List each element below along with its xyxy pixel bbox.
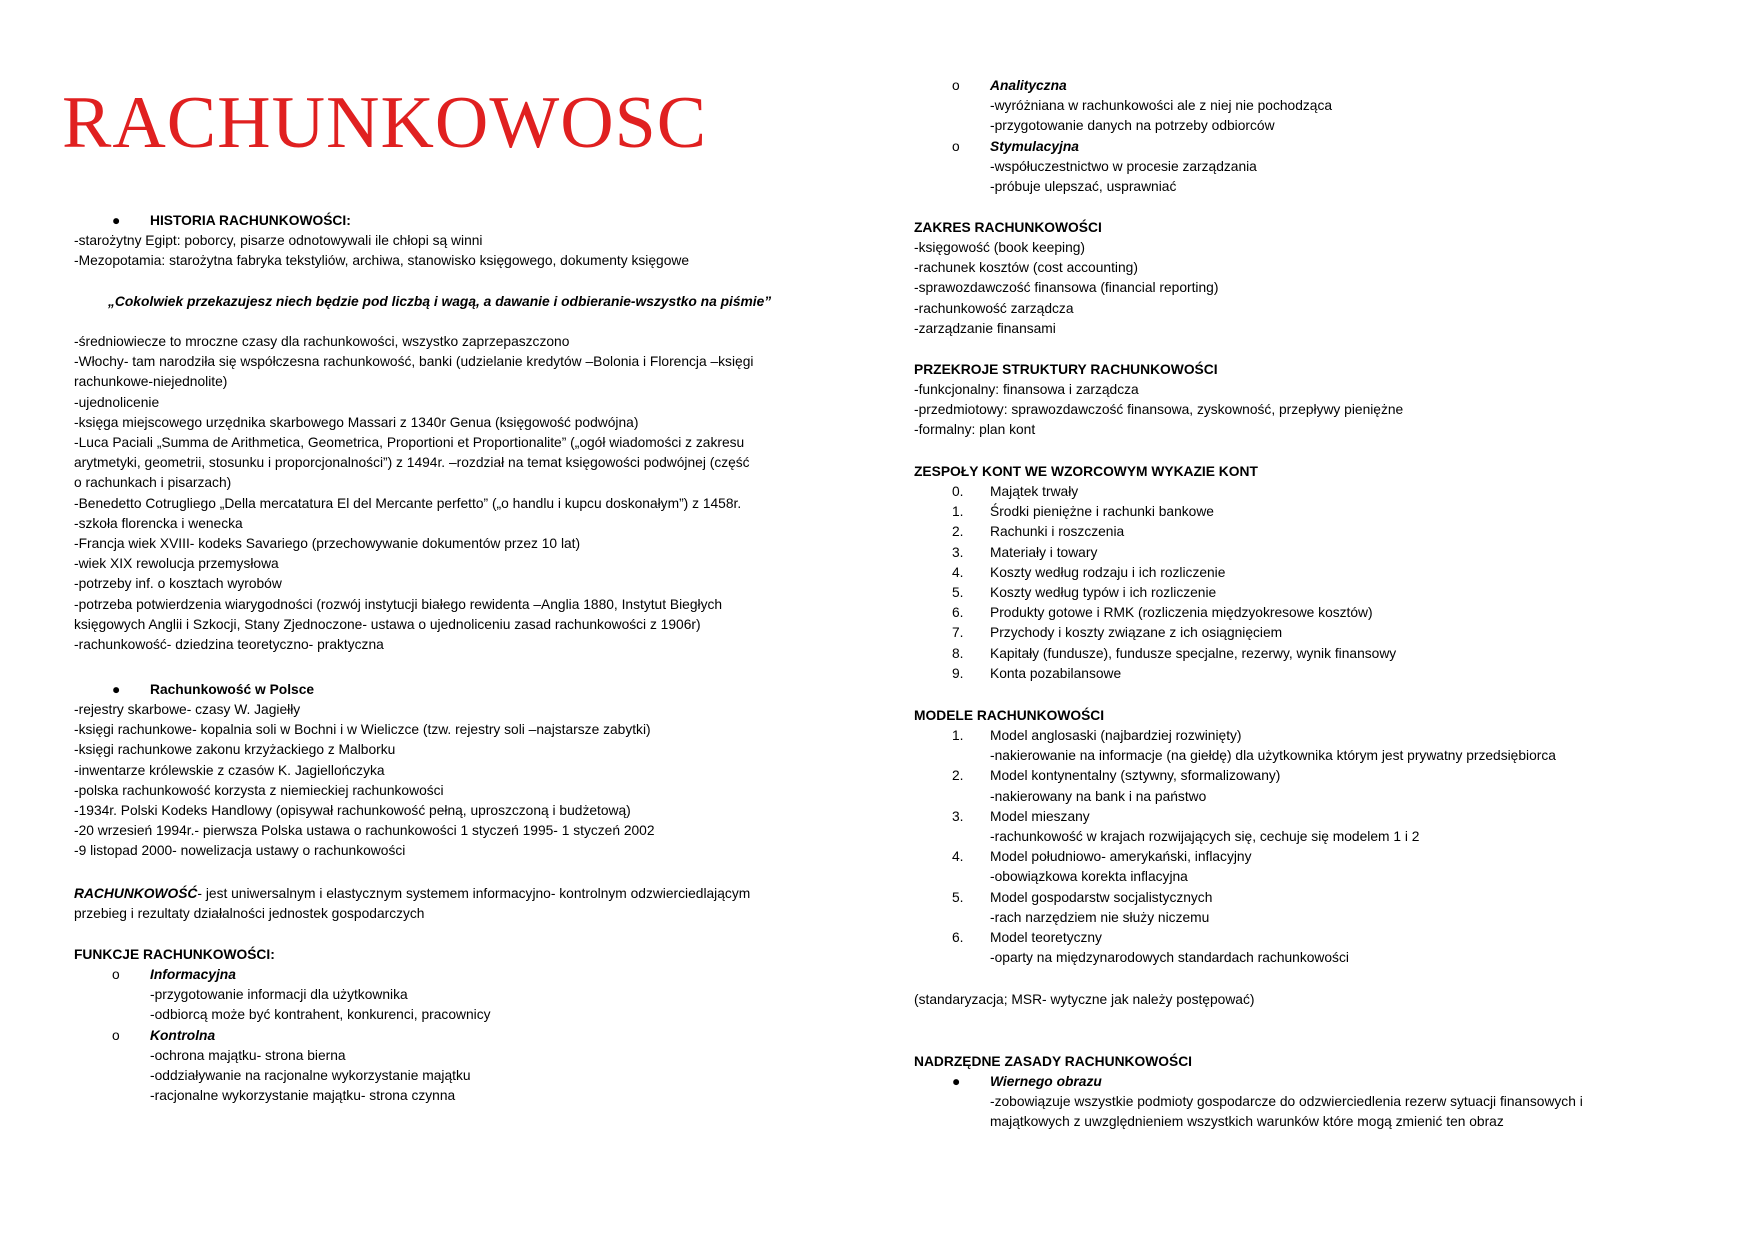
bullet-icon: ● (952, 1074, 961, 1089)
list-number: 4. (952, 849, 964, 865)
text-line: -próbuje ulepszać, usprawniać (990, 179, 1177, 194)
list-number: 3. (952, 544, 964, 560)
text-line: arytmetyki, geometrii, stosunku i proporcjonalności”) z 1494r. –rozdział na temat księgowości podwójnej (część (74, 455, 750, 471)
definition-term: RACHUNKOWOŚĆ (74, 886, 198, 901)
definition-text: - jest uniwersalnym i elastycznym systemem informacyjno- kontrolnym odzwierciedlającym (197, 886, 751, 901)
list-item: Rachunki i roszczenia (990, 524, 1125, 540)
text-line: majątkowych z uwzględnieniem wszystkich warunków które mogą zmienić ten obraz (990, 1114, 1504, 1130)
text-line: -polska rachunkowość korzysta z niemieckiej rachunkowości (74, 782, 444, 798)
section-heading-modele: MODELE RACHUNKOWOŚCI (914, 708, 1105, 723)
quote: „Cokolwiek przekazujesz niech będzie pod liczbą i wagą, a dawanie i odbieranie-wszystko na piśmie” (108, 294, 772, 309)
text-line: -ujednolicenie (74, 394, 160, 410)
text-line: -księgi rachunkowe zakonu krzyżackiego z Malborku (74, 742, 396, 758)
list-item: Model kontynentalny (sztywny, sformalizowany) (990, 768, 1281, 784)
list-number: 4. (952, 564, 964, 580)
list-number: 5. (952, 889, 964, 905)
function-name: Informacyjna (150, 967, 236, 982)
text-line: -formalny: plan kont (914, 422, 1036, 438)
list-marker-icon: o (952, 78, 960, 93)
text-line: -funkcjonalny: finansowa i zarządcza (914, 382, 1139, 397)
text-line: -sprawozdawczość finansowa (financial reporting) (914, 280, 1219, 296)
bullet-icon: ● (112, 213, 121, 228)
text-line: -Benedetto Cotrugliego „Della mercatatura El del Mercante perfetto” („o handlu i kupcu doskonałym”) z 1458r. (74, 495, 742, 511)
text-line: -rejestry skarbowe- czasy W. Jagiełły (74, 702, 301, 717)
list-number: 9. (952, 665, 964, 681)
text-line: -zobowiązuje wszystkie podmioty gospodarcze do odzwierciedlenia rezerw sytuacji finansowych i (990, 1094, 1583, 1110)
list-number: 5. (952, 585, 964, 600)
section-heading-funkcje: FUNKCJE RACHUNKOWOŚCI: (74, 947, 275, 962)
text-line: -Francja wiek XVIII- kodeks Savariego (przechowywanie dokumentów przez 10 lat) (74, 536, 581, 551)
text-line: rachunkowe-niejednolite) (74, 374, 228, 390)
list-item-detail: -nakierowanie na informacje (na giełdę) dla użytkownika którym jest prywatny przedsiębiorca (990, 748, 1556, 764)
text-line: -księga miejscowego urzędnika skarbowego Massari z 1340r Genua (księgowość podwójna) (74, 414, 639, 430)
text-line: -wiek XIX rewolucja przemysłowa (74, 556, 279, 572)
text-line: -szkoła florencka i wenecka (74, 515, 243, 531)
list-item: Produkty gotowe i RMK (rozliczenia międzyokresowe kosztów) (990, 605, 1373, 621)
text-line: -średniowiecze to mroczne czasy dla rachunkowości, wszystko zaprzepaszczono (74, 334, 570, 349)
text-line: -ochrona majątku- strona bierna (150, 1047, 346, 1063)
list-number: 1. (952, 728, 964, 743)
list-number: 2. (952, 768, 964, 784)
list-item: Kapitały (fundusze), fundusze specjalne, rezerwy, wynik finansowy (990, 645, 1397, 661)
list-number: 2. (952, 524, 964, 540)
text-line: -rachunkowość- dziedzina teoretyczno- praktyczna (74, 637, 384, 652)
text-line: -Włochy- tam narodziła się współczesna rachunkowość, banki (udzielanie kredytów –Bolonia i Florencja –księgi (74, 354, 754, 370)
principle-name: Wiernego obrazu (990, 1074, 1102, 1089)
text-line: o rachunkach i pisarzach) (74, 475, 232, 491)
section-heading-polska: Rachunkowość w Polsce (150, 682, 315, 697)
list-item: Model gospodarstw socjalistycznych (990, 889, 1213, 905)
section-heading-historia: HISTORIA RACHUNKOWOŚCI: (150, 213, 351, 228)
list-item-detail: -obowiązkowa korekta inflacyjna (990, 869, 1188, 885)
text-line: -starożytny Egipt: poborcy, pisarze odnotowywali ile chłopi są winni (74, 233, 483, 248)
list-item: Majątek trwały (990, 484, 1079, 499)
section-heading-zasady: NADRZĘDNE ZASADY RACHUNKOWOŚCI (914, 1054, 1192, 1069)
text-line: -odbiorcą może być kontrahent, konkurenci, pracownicy (150, 1007, 491, 1023)
modele-note: (standaryzacja; MSR- wytyczne jak należy postępować) (914, 992, 1255, 1007)
list-item-detail: -oparty na międzynarodowych standardach rachunkowości (990, 950, 1349, 966)
list-item: Środki pieniężne i rachunki bankowe (990, 504, 1214, 520)
text-line: -księgi rachunkowe- kopalnia soli w Bochni i w Wieliczce (tzw. rejestry soli –najstarsze zabytki) (74, 722, 651, 738)
page-title: RACHUNKOWOSC (62, 82, 708, 164)
list-number: 7. (952, 625, 964, 641)
text-line: -9 listopad 2000- nowelizacja ustawy o rachunkowości (74, 843, 406, 859)
list-number: 6. (952, 605, 964, 621)
section-heading-zespoly: ZESPOŁY KONT WE WZORCOWYM WYKAZIE KONT (914, 464, 1258, 479)
text-line: -Mezopotamia: starożytna fabryka tekstyliów, archiwa, stanowisko księgowego, dokumenty księgowe (74, 253, 690, 269)
function-name: Analityczna (990, 78, 1067, 93)
text-line: -współuczestnictwo w procesie zarządzania (990, 158, 1257, 174)
list-item: Konta pozabilansowe (990, 665, 1122, 681)
list-number: 1. (952, 504, 964, 520)
text-line: -przygotowanie informacji dla użytkownika (150, 987, 408, 1003)
list-marker-icon: o (112, 1027, 120, 1043)
list-item-detail: -nakierowany na bank i na państwo (990, 788, 1207, 804)
text-line: -księgowość (book keeping) (914, 240, 1086, 255)
text-line: -20 wrzesień 1994r.- pierwsza Polska ustawa o rachunkowości 1 styczeń 1995- 1 styczeń 2002 (74, 823, 655, 839)
section-heading-przekroje: PRZEKROJE STRUKTURY RACHUNKOWOŚCI (914, 362, 1218, 377)
list-item: Model mieszany (990, 808, 1090, 824)
list-number: 3. (952, 808, 964, 824)
section-heading-zakres: ZAKRES RACHUNKOWOŚCI (914, 220, 1102, 235)
list-number: 6. (952, 930, 964, 945)
text-line: -wyróżniana w rachunkowości ale z niej nie pochodząca (990, 98, 1333, 114)
text-line: -rachunkowość zarządcza (914, 300, 1074, 316)
definition-line (74, 884, 750, 904)
list-item: Model anglosaski (najbardziej rozwinięty) (990, 728, 1242, 743)
list-marker-icon: o (112, 967, 120, 982)
list-item: Przychody i koszty związane z ich osiągnięciem (990, 625, 1283, 641)
text-line: księgowych Anglii i Szkocji, Stany Zjednoczone- ustawa o ujednoliceniu zasad rachunkowości z 1906r) (74, 616, 701, 632)
definition-line-2: przebieg i rezultaty działalności jednostek gospodarczych (74, 906, 425, 921)
function-name: Kontrolna (150, 1027, 216, 1043)
text-line: -inwentarze królewskie z czasów K. Jagiellończyka (74, 762, 385, 778)
text-line: -przygotowanie danych na potrzeby odbiorców (990, 118, 1275, 134)
text-line: -potrzeba potwierdzenia wiarygodności (rozwój instytucji białego rewidenta –Anglia 1880, Instytut Biegłych (74, 596, 723, 612)
bullet-icon: ● (112, 682, 121, 697)
text-line: -rachunek kosztów (cost accounting) (914, 260, 1138, 276)
text-line: -oddziaływanie na racjonalne wykorzystanie majątku (150, 1068, 471, 1083)
function-name: Stymulacyjna (990, 138, 1079, 154)
text-line: -1934r. Polski Kodeks Handlowy (opisywał rachunkowość pełną, uproszczoną i budżetową) (74, 803, 631, 818)
text-line: -potrzeby inf. o kosztach wyrobów (74, 576, 282, 592)
list-item-detail: -rachunkowość w krajach rozwijających się, cechuje się modelem 1 i 2 (990, 829, 1420, 844)
text-line: -racjonalne wykorzystanie majątku- strona czynna (150, 1088, 456, 1104)
list-item: Model południowo- amerykański, inflacyjny (990, 849, 1252, 865)
list-item: Materiały i towary (990, 544, 1098, 560)
list-number: 0. (952, 484, 964, 499)
list-item: Koszty według typów i ich rozliczenie (990, 585, 1217, 600)
list-item: Model teoretyczny (990, 930, 1102, 945)
list-item: Koszty według rodzaju i ich rozliczenie (990, 564, 1226, 580)
list-item-detail: -rach narzędziem nie służy niczemu (990, 909, 1210, 925)
text-line: -przedmiotowy: sprawozdawczość finansowa, zyskowność, przepływy pieniężne (914, 402, 1404, 418)
list-number: 8. (952, 645, 964, 661)
text-line: -zarządzanie finansami (914, 320, 1056, 336)
text-line: -Luca Paciali „Summa de Arithmetica, Geometrica, Proportioni et Proportionalite” („ogół wiadomości z zakresu (74, 435, 745, 450)
list-marker-icon: o (952, 138, 960, 154)
